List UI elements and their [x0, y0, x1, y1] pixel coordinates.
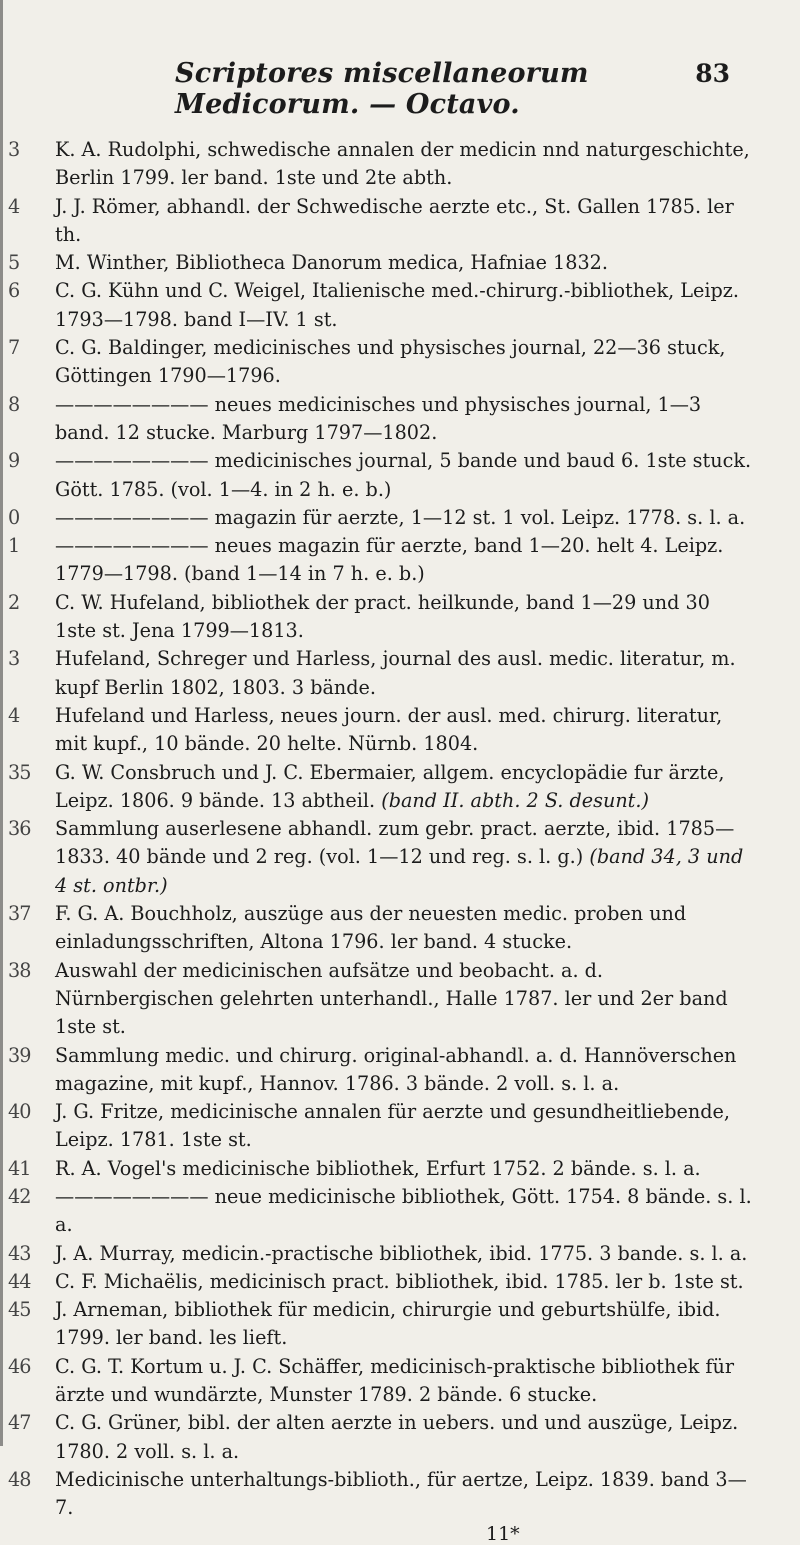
entry-number: 6 [8, 279, 20, 303]
catalog-entry [0, 1353, 756, 1410]
entry-text: C. G. T. Kortum u. J. C. Schäffer, medicinisch-praktische bibliothek für ärzte und wundärzte, Munster 1789. 2 bände. 6 stucke. [55, 1354, 735, 1407]
catalog-entry [0, 957, 756, 1042]
entry-number: 38 [8, 958, 31, 982]
entry-text: Medicinische unterhaltungs-biblioth., für aertze, Leipz. 1839. band 3—7. [55, 1467, 747, 1520]
entry-note: (band II. abth. 2 S. desunt.) [381, 788, 649, 812]
entry-text: C. G. Grüner, bibl. der alten aerzte in uebers. und und auszüge, Leipz. 1780. 2 voll. s. l. a. [55, 1411, 739, 1463]
entry-text: ———————— neues magazin für aerzte, band 1—20. helt 4. Leipz. 1779—1798. (band 1—14 in 7 h. e. b.) [55, 534, 724, 586]
entry-text: ———————— neue medicinische bibliothek, Gött. 1754. 8 bände. s. l. a. [55, 1184, 752, 1237]
catalog-entry [0, 1466, 756, 1523]
entry-number: 47 [8, 1411, 31, 1435]
catalog-entry [0, 277, 756, 334]
catalog-entry [0, 1296, 756, 1353]
entry-list [0, 136, 756, 1523]
entry-number: 4 [8, 194, 20, 218]
entry-number: 43 [8, 1241, 31, 1265]
entry-note: (band 34, 3 und 4 st. ontbr.) [55, 845, 744, 897]
entry-number: 9 [8, 449, 20, 473]
entry-number: 3 [8, 647, 20, 671]
entry-number: 40 [8, 1100, 31, 1124]
entry-number: 0 [8, 505, 20, 529]
entry-text: J. J. Römer, abhandl. der Schwedische aerzte etc., St. Gallen 1785. ler th. [55, 194, 734, 246]
entry-number: 1 [8, 534, 20, 558]
entry-number: 37 [8, 902, 31, 926]
entry-text: J. G. Fritze, medicinische annalen für aerzte und gesundheitliebende, Leipz. 1781. 1ste st. [55, 1100, 730, 1152]
entry-number: 3 [8, 138, 20, 161]
entry-text: G. W. Consbruch und J. C. Ebermaier, allgem. encyclopädie fur ärzte, Leipz. 1806. 9 bände. 13 abtheil. [55, 760, 725, 812]
entry-number: 39 [8, 1043, 31, 1067]
entry-text: Sammlung auserlesene abhandl. zum gebr. pract. aerzte, ibid. 1785— 1833. 40 bände und 2 reg. (vol. 1—12 und reg. s. l. g.) [55, 817, 735, 869]
catalog-entry [0, 504, 756, 532]
catalog-entry [0, 1268, 756, 1296]
entry-number: 4 [8, 703, 20, 727]
entry-number: 45 [8, 1298, 31, 1322]
entry-text: C. W. Hufeland, bibliothek der pract. heilkunde, band 1—29 und 30 1ste st. Jena 1799—1813. [55, 590, 710, 643]
entry-text: ———————— magazin für aerzte, 1—12 st. 1 vol. Leipz. 1778. s. l. a. [55, 505, 746, 529]
catalog-entry [0, 334, 756, 391]
entry-number: 5 [8, 251, 20, 275]
entry-text: J. Arneman, bibliothek für medicin, chirurgie und geburtshülfe, ibid. 1799. ler band. les lieft. [55, 1298, 721, 1350]
catalog-entry [0, 1183, 756, 1240]
catalog-entry [0, 589, 756, 646]
entry-text: K. A. Rudolphi, schwedische annalen der medicin nnd naturgeschichte, Berlin 1799. ler band. 1ste und 2te abth. [55, 138, 750, 190]
entry-number: 44 [8, 1269, 31, 1293]
entry-number: 42 [8, 1184, 31, 1208]
catalog-entry [0, 249, 756, 277]
page-number: 83 [695, 59, 730, 88]
entry-number: 35 [8, 760, 31, 784]
catalog-entry [0, 702, 756, 759]
entry-text: Auswahl der medicinischen aufsätze und beobacht. a. d. Nürnbergischen gelehrten unterhandl., Halle 1787. ler und 2er band 1ste st. [55, 958, 728, 1039]
entry-text: Sammlung medic. und chirurg. original-abhandl. a. d. Hannöverschen magazine, mit kupf., Hannov. 1786. 3 bände. 2 voll. s. l. a. [55, 1043, 737, 1095]
catalog-entry [0, 815, 756, 900]
catalog-entry [0, 447, 756, 504]
entry-number: 48 [8, 1467, 31, 1491]
catalog-entry [0, 136, 756, 193]
entry-number: 41 [8, 1156, 31, 1180]
catalog-entry [0, 532, 756, 589]
entry-text: Hufeland, Schreger und Harless, journal des ausl. medic. literatur, m. kupf Berlin 1802, 1803. 3 bände. [55, 647, 736, 699]
entry-text: ———————— medicinisches journal, 5 bande und baud 6. 1ste stuck. Gött. 1785. (vol. 1—4. in 2 h. e. b.) [55, 449, 752, 501]
entry-text: J. A. Murray, medicin.-practische bibliothek, ibid. 1775. 3 bande. s. l. a. [55, 1241, 748, 1265]
catalog-entry [0, 759, 756, 816]
catalog-entry [0, 391, 756, 448]
catalog-entry [0, 1042, 756, 1099]
catalog-entry [0, 1240, 756, 1268]
entry-text: C. F. Michaëlis, medicinisch pract. bibliothek, ibid. 1785. ler b. 1ste st. [55, 1269, 744, 1293]
entry-number: 36 [8, 817, 31, 841]
entry-text: C. G. Baldinger, medicinisches und physisches journal, 22—36 stuck, Göttingen 1790—1796. [55, 336, 726, 388]
entry-text: F. G. A. Bouchholz, auszüge aus der neuesten medic. proben und einladungsschriften, Altona 1796. ler band. 4 stucke. [55, 902, 687, 954]
entry-number: 46 [8, 1354, 31, 1378]
entry-text: R. A. Vogel's medicinische bibliothek, Erfurt 1752. 2 bände. s. l. a. [55, 1156, 701, 1180]
catalog-entry [0, 1409, 756, 1466]
catalog-entry [0, 1155, 756, 1183]
entry-number: 7 [8, 336, 20, 360]
catalog-entry [0, 645, 756, 702]
catalog-entry [0, 193, 756, 250]
page-header [0, 58, 756, 120]
catalog-entry [0, 1098, 756, 1155]
entry-text: Hufeland und Harless, neues journ. der ausl. med. chirurg. literatur, mit kupf., 10 bände. 20 helte. Nürnb. 1804. [55, 703, 723, 756]
entry-text: ———————— neues medicinisches und physisches journal, 1—3 band. 12 stucke. Marburg 1797—1802. [55, 392, 702, 444]
entry-number: 2 [8, 590, 20, 614]
catalog-entry [0, 900, 756, 957]
entry-text: C. G. Kühn und C. Weigel, Italienische med.-chirurg.-bibliothek, Leipz. 1793—1798. band I—IV. 1 st. [55, 279, 740, 331]
running-title: Scriptores miscellaneorum Medicorum. — Octavo. [175, 58, 589, 120]
entry-text: M. Winther, Bibliotheca Danorum medica, Hafniae 1832. [55, 251, 608, 275]
entry-number: 8 [8, 392, 20, 416]
signature-mark: 11* [486, 1522, 520, 1545]
